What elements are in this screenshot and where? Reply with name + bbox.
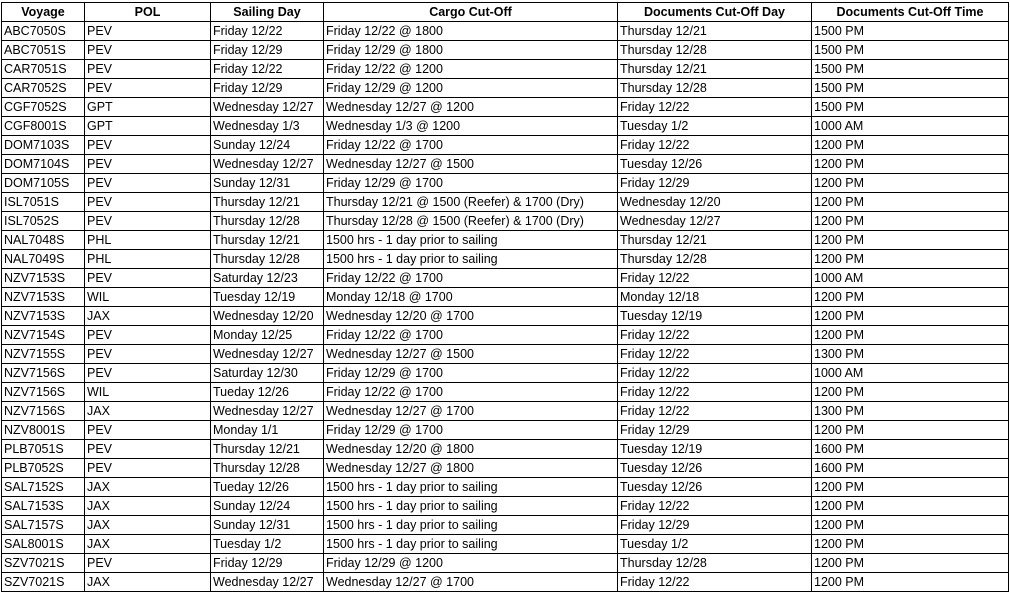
cargo-cut-off-cell: Friday 12/22 @ 1700: [324, 383, 618, 402]
documents-cut-off-time-cell: 1000 AM: [812, 269, 1009, 288]
documents-cut-off-time-cell: 1200 PM: [812, 174, 1009, 193]
table-row: [2, 288, 1009, 307]
voyage-cell: NZV7154S: [2, 326, 85, 345]
voyage-cell: NAL7048S: [2, 231, 85, 250]
sailing-day-cell: Wednesday 1/3: [211, 117, 324, 136]
documents-cut-off-day-cell: Friday 12/22: [618, 326, 812, 345]
voyage-cell: NAL7049S: [2, 250, 85, 269]
voyage-cell: ABC7051S: [2, 41, 85, 60]
column-header-documents-cut-off-time: Documents Cut-Off Time: [812, 3, 1009, 22]
documents-cut-off-time-cell: 1500 PM: [812, 60, 1009, 79]
voyage-cell: SZV7021S: [2, 554, 85, 573]
sailing-day-cell: Monday 1/1: [211, 421, 324, 440]
sailing-day-cell: Saturday 12/23: [211, 269, 324, 288]
table-row: [2, 307, 1009, 326]
sailing-day-cell: Friday 12/22: [211, 22, 324, 41]
voyage-cell: SAL7153S: [2, 497, 85, 516]
cargo-cut-off-cell: Friday 12/29 @ 1700: [324, 174, 618, 193]
voyage-cell: CAR7051S: [2, 60, 85, 79]
pol-cell: JAX: [85, 402, 211, 421]
pol-cell: PEV: [85, 174, 211, 193]
sailing-day-cell: Wednesday 12/27: [211, 402, 324, 421]
voyage-cell: NZV7156S: [2, 402, 85, 421]
documents-cut-off-day-cell: Tuesday 12/26: [618, 478, 812, 497]
voyage-cell: NZV7153S: [2, 288, 85, 307]
documents-cut-off-day-cell: Friday 12/22: [618, 98, 812, 117]
sailing-day-cell: Sunday 12/24: [211, 497, 324, 516]
table-row: [2, 364, 1009, 383]
voyage-cell: ABC7050S: [2, 22, 85, 41]
cargo-cut-off-cell: Thursday 12/28 @ 1500 (Reefer) & 1700 (Dry): [324, 212, 618, 231]
sailing-day-cell: Sunday 12/31: [211, 174, 324, 193]
table-row: [2, 516, 1009, 535]
table-row: [2, 117, 1009, 136]
documents-cut-off-day-cell: Thursday 12/28: [618, 41, 812, 60]
documents-cut-off-day-cell: Friday 12/22: [618, 269, 812, 288]
pol-cell: JAX: [85, 478, 211, 497]
cargo-cut-off-cell: 1500 hrs - 1 day prior to sailing: [324, 535, 618, 554]
documents-cut-off-day-cell: Tuesday 1/2: [618, 117, 812, 136]
table-row: [2, 98, 1009, 117]
documents-cut-off-day-cell: Friday 12/22: [618, 402, 812, 421]
documents-cut-off-time-cell: 1200 PM: [812, 535, 1009, 554]
cargo-cut-off-cell: Friday 12/22 @ 1700: [324, 136, 618, 155]
documents-cut-off-time-cell: 1300 PM: [812, 402, 1009, 421]
cargo-cut-off-cell: Friday 12/22 @ 1700: [324, 326, 618, 345]
documents-cut-off-day-cell: Tuesday 12/19: [618, 440, 812, 459]
table-row: [2, 497, 1009, 516]
column-header-documents-cut-off-day: Documents Cut-Off Day: [618, 3, 812, 22]
table-body: [2, 22, 1009, 592]
sailing-day-cell: Wednesday 12/20: [211, 307, 324, 326]
cargo-cut-off-cell: 1500 hrs - 1 day prior to sailing: [324, 250, 618, 269]
cargo-cut-off-cell: Friday 12/22 @ 1800: [324, 22, 618, 41]
table-row: [2, 402, 1009, 421]
documents-cut-off-day-cell: Tuesday 12/26: [618, 459, 812, 478]
documents-cut-off-day-cell: Friday 12/22: [618, 364, 812, 383]
voyage-cell: PLB7052S: [2, 459, 85, 478]
table-row: [2, 269, 1009, 288]
pol-cell: PEV: [85, 193, 211, 212]
documents-cut-off-day-cell: Thursday 12/28: [618, 554, 812, 573]
voyage-cell: SAL7157S: [2, 516, 85, 535]
sailing-day-cell: Friday 12/29: [211, 554, 324, 573]
sailing-day-cell: Monday 12/25: [211, 326, 324, 345]
table-row: [2, 155, 1009, 174]
documents-cut-off-day-cell: Thursday 12/28: [618, 79, 812, 98]
sailing-day-cell: Wednesday 12/27: [211, 345, 324, 364]
voyage-cell: CGF7052S: [2, 98, 85, 117]
documents-cut-off-day-cell: Friday 12/29: [618, 421, 812, 440]
pol-cell: PEV: [85, 60, 211, 79]
voyage-cell: NZV7156S: [2, 383, 85, 402]
voyage-cell: SAL7152S: [2, 478, 85, 497]
sailing-day-cell: Thursday 12/21: [211, 193, 324, 212]
documents-cut-off-time-cell: 1200 PM: [812, 231, 1009, 250]
voyage-cell: DOM7105S: [2, 174, 85, 193]
documents-cut-off-time-cell: 1200 PM: [812, 155, 1009, 174]
documents-cut-off-time-cell: 1200 PM: [812, 478, 1009, 497]
sailing-day-cell: Sunday 12/24: [211, 136, 324, 155]
pol-cell: PEV: [85, 326, 211, 345]
table-row: [2, 326, 1009, 345]
pol-cell: JAX: [85, 516, 211, 535]
cargo-cut-off-cell: Wednesday 1/3 @ 1200: [324, 117, 618, 136]
voyage-cell: NZV7155S: [2, 345, 85, 364]
sailing-day-cell: Wednesday 12/27: [211, 98, 324, 117]
voyage-cell: NZV7156S: [2, 364, 85, 383]
sailing-day-cell: Thursday 12/28: [211, 459, 324, 478]
sailing-day-cell: Wednesday 12/27: [211, 155, 324, 174]
documents-cut-off-time-cell: 1200 PM: [812, 136, 1009, 155]
cargo-cut-off-cell: Wednesday 12/27 @ 1200: [324, 98, 618, 117]
column-header-sailing-day: Sailing Day: [211, 3, 324, 22]
cargo-cut-off-cell: Wednesday 12/20 @ 1700: [324, 307, 618, 326]
pol-cell: JAX: [85, 573, 211, 592]
voyage-cell: CAR7052S: [2, 79, 85, 98]
cargo-cut-off-cell: 1500 hrs - 1 day prior to sailing: [324, 478, 618, 497]
cargo-cut-off-cell: Friday 12/29 @ 1200: [324, 554, 618, 573]
sailing-day-cell: Friday 12/29: [211, 41, 324, 60]
cargo-cut-off-cell: Friday 12/29 @ 1700: [324, 364, 618, 383]
pol-cell: PEV: [85, 421, 211, 440]
sailing-day-cell: Friday 12/29: [211, 79, 324, 98]
documents-cut-off-day-cell: Friday 12/22: [618, 136, 812, 155]
pol-cell: PEV: [85, 345, 211, 364]
documents-cut-off-time-cell: 1200 PM: [812, 516, 1009, 535]
pol-cell: PEV: [85, 79, 211, 98]
documents-cut-off-time-cell: 1200 PM: [812, 554, 1009, 573]
cargo-cut-off-cell: Wednesday 12/27 @ 1700: [324, 573, 618, 592]
table-header: [2, 3, 1009, 22]
documents-cut-off-day-cell: Thursday 12/21: [618, 60, 812, 79]
voyage-cell: PLB7051S: [2, 440, 85, 459]
documents-cut-off-time-cell: 1200 PM: [812, 212, 1009, 231]
documents-cut-off-time-cell: 1000 AM: [812, 117, 1009, 136]
sailing-day-cell: Tueday 12/26: [211, 383, 324, 402]
documents-cut-off-time-cell: 1200 PM: [812, 383, 1009, 402]
table-row: [2, 345, 1009, 364]
pol-cell: PEV: [85, 269, 211, 288]
voyage-cell: NZV7153S: [2, 307, 85, 326]
table-row: [2, 41, 1009, 60]
voyage-cell: SAL8001S: [2, 535, 85, 554]
table-row: [2, 79, 1009, 98]
table-row: [2, 231, 1009, 250]
documents-cut-off-time-cell: 1200 PM: [812, 326, 1009, 345]
header-row: [2, 3, 1009, 22]
column-header-voyage: Voyage: [2, 3, 85, 22]
documents-cut-off-time-cell: 1500 PM: [812, 79, 1009, 98]
pol-cell: PHL: [85, 231, 211, 250]
documents-cut-off-day-cell: Wednesday 12/27: [618, 212, 812, 231]
table-row: [2, 250, 1009, 269]
pol-cell: GPT: [85, 117, 211, 136]
pol-cell: PEV: [85, 22, 211, 41]
documents-cut-off-time-cell: 1200 PM: [812, 421, 1009, 440]
documents-cut-off-time-cell: 1200 PM: [812, 193, 1009, 212]
voyage-cell: ISL7051S: [2, 193, 85, 212]
cargo-cut-off-cell: Thursday 12/21 @ 1500 (Reefer) & 1700 (Dry): [324, 193, 618, 212]
table-row: [2, 60, 1009, 79]
documents-cut-off-time-cell: 1600 PM: [812, 459, 1009, 478]
documents-cut-off-time-cell: 1000 AM: [812, 364, 1009, 383]
sailing-day-cell: Tueday 12/26: [211, 478, 324, 497]
cutoff-schedule-table: [1, 2, 1009, 592]
pol-cell: JAX: [85, 497, 211, 516]
documents-cut-off-time-cell: 1200 PM: [812, 497, 1009, 516]
table-row: [2, 22, 1009, 41]
table-row: [2, 440, 1009, 459]
table-row: [2, 535, 1009, 554]
documents-cut-off-time-cell: 1500 PM: [812, 22, 1009, 41]
table-row: [2, 478, 1009, 497]
documents-cut-off-day-cell: Friday 12/22: [618, 383, 812, 402]
documents-cut-off-day-cell: Friday 12/22: [618, 497, 812, 516]
sailing-day-cell: Thursday 12/21: [211, 440, 324, 459]
voyage-cell: NZV7153S: [2, 269, 85, 288]
documents-cut-off-day-cell: Thursday 12/28: [618, 250, 812, 269]
table-row: [2, 136, 1009, 155]
sailing-day-cell: Wednesday 12/27: [211, 573, 324, 592]
cargo-cut-off-cell: 1500 hrs - 1 day prior to sailing: [324, 497, 618, 516]
documents-cut-off-time-cell: 1200 PM: [812, 573, 1009, 592]
pol-cell: PEV: [85, 459, 211, 478]
pol-cell: PEV: [85, 364, 211, 383]
documents-cut-off-time-cell: 1200 PM: [812, 307, 1009, 326]
table-row: [2, 383, 1009, 402]
table-row: [2, 554, 1009, 573]
pol-cell: PEV: [85, 155, 211, 174]
documents-cut-off-time-cell: 1200 PM: [812, 288, 1009, 307]
table-row: [2, 212, 1009, 231]
table-row: [2, 421, 1009, 440]
pol-cell: PEV: [85, 212, 211, 231]
table-row: [2, 573, 1009, 592]
documents-cut-off-time-cell: 1200 PM: [812, 250, 1009, 269]
sailing-day-cell: Saturday 12/30: [211, 364, 324, 383]
documents-cut-off-day-cell: Tuesday 12/19: [618, 307, 812, 326]
documents-cut-off-day-cell: Thursday 12/21: [618, 231, 812, 250]
column-header-cargo-cut-off: Cargo Cut-Off: [324, 3, 618, 22]
documents-cut-off-time-cell: 1500 PM: [812, 41, 1009, 60]
table-row: [2, 459, 1009, 478]
sailing-day-cell: Thursday 12/28: [211, 212, 324, 231]
cargo-cut-off-cell: Wednesday 12/20 @ 1800: [324, 440, 618, 459]
pol-cell: JAX: [85, 307, 211, 326]
voyage-cell: SZV7021S: [2, 573, 85, 592]
pol-cell: PEV: [85, 136, 211, 155]
documents-cut-off-day-cell: Friday 12/22: [618, 573, 812, 592]
sailing-day-cell: Friday 12/22: [211, 60, 324, 79]
documents-cut-off-time-cell: 1300 PM: [812, 345, 1009, 364]
sailing-day-cell: Sunday 12/31: [211, 516, 324, 535]
pol-cell: PEV: [85, 440, 211, 459]
documents-cut-off-day-cell: Friday 12/29: [618, 516, 812, 535]
documents-cut-off-time-cell: 1500 PM: [812, 98, 1009, 117]
table-row: [2, 193, 1009, 212]
cargo-cut-off-cell: Wednesday 12/27 @ 1800: [324, 459, 618, 478]
cargo-cut-off-cell: 1500 hrs - 1 day prior to sailing: [324, 231, 618, 250]
pol-cell: JAX: [85, 535, 211, 554]
voyage-cell: ISL7052S: [2, 212, 85, 231]
documents-cut-off-time-cell: 1600 PM: [812, 440, 1009, 459]
cargo-cut-off-cell: Wednesday 12/27 @ 1500: [324, 345, 618, 364]
voyage-cell: NZV8001S: [2, 421, 85, 440]
pol-cell: PHL: [85, 250, 211, 269]
column-header-pol: POL: [85, 3, 211, 22]
cargo-cut-off-cell: Friday 12/29 @ 1200: [324, 79, 618, 98]
voyage-cell: DOM7103S: [2, 136, 85, 155]
sailing-day-cell: Tuesday 1/2: [211, 535, 324, 554]
documents-cut-off-day-cell: Wednesday 12/20: [618, 193, 812, 212]
sailing-day-cell: Tuesday 12/19: [211, 288, 324, 307]
documents-cut-off-day-cell: Thursday 12/21: [618, 22, 812, 41]
pol-cell: PEV: [85, 41, 211, 60]
cargo-cut-off-cell: Friday 12/29 @ 1800: [324, 41, 618, 60]
pol-cell: WIL: [85, 288, 211, 307]
sailing-day-cell: Thursday 12/21: [211, 231, 324, 250]
cargo-cut-off-cell: 1500 hrs - 1 day prior to sailing: [324, 516, 618, 535]
pol-cell: WIL: [85, 383, 211, 402]
documents-cut-off-day-cell: Friday 12/22: [618, 345, 812, 364]
cargo-cut-off-cell: Friday 12/22 @ 1200: [324, 60, 618, 79]
cargo-cut-off-cell: Wednesday 12/27 @ 1500: [324, 155, 618, 174]
sailing-day-cell: Thursday 12/28: [211, 250, 324, 269]
cargo-cut-off-cell: Wednesday 12/27 @ 1700: [324, 402, 618, 421]
voyage-cell: CGF8001S: [2, 117, 85, 136]
documents-cut-off-day-cell: Monday 12/18: [618, 288, 812, 307]
documents-cut-off-day-cell: Tuesday 12/26: [618, 155, 812, 174]
cargo-cut-off-cell: Friday 12/29 @ 1700: [324, 421, 618, 440]
table-row: [2, 174, 1009, 193]
documents-cut-off-day-cell: Friday 12/29: [618, 174, 812, 193]
documents-cut-off-day-cell: Tuesday 1/2: [618, 535, 812, 554]
pol-cell: PEV: [85, 554, 211, 573]
pol-cell: GPT: [85, 98, 211, 117]
voyage-cell: DOM7104S: [2, 155, 85, 174]
cargo-cut-off-cell: Friday 12/22 @ 1700: [324, 269, 618, 288]
cargo-cut-off-cell: Monday 12/18 @ 1700: [324, 288, 618, 307]
